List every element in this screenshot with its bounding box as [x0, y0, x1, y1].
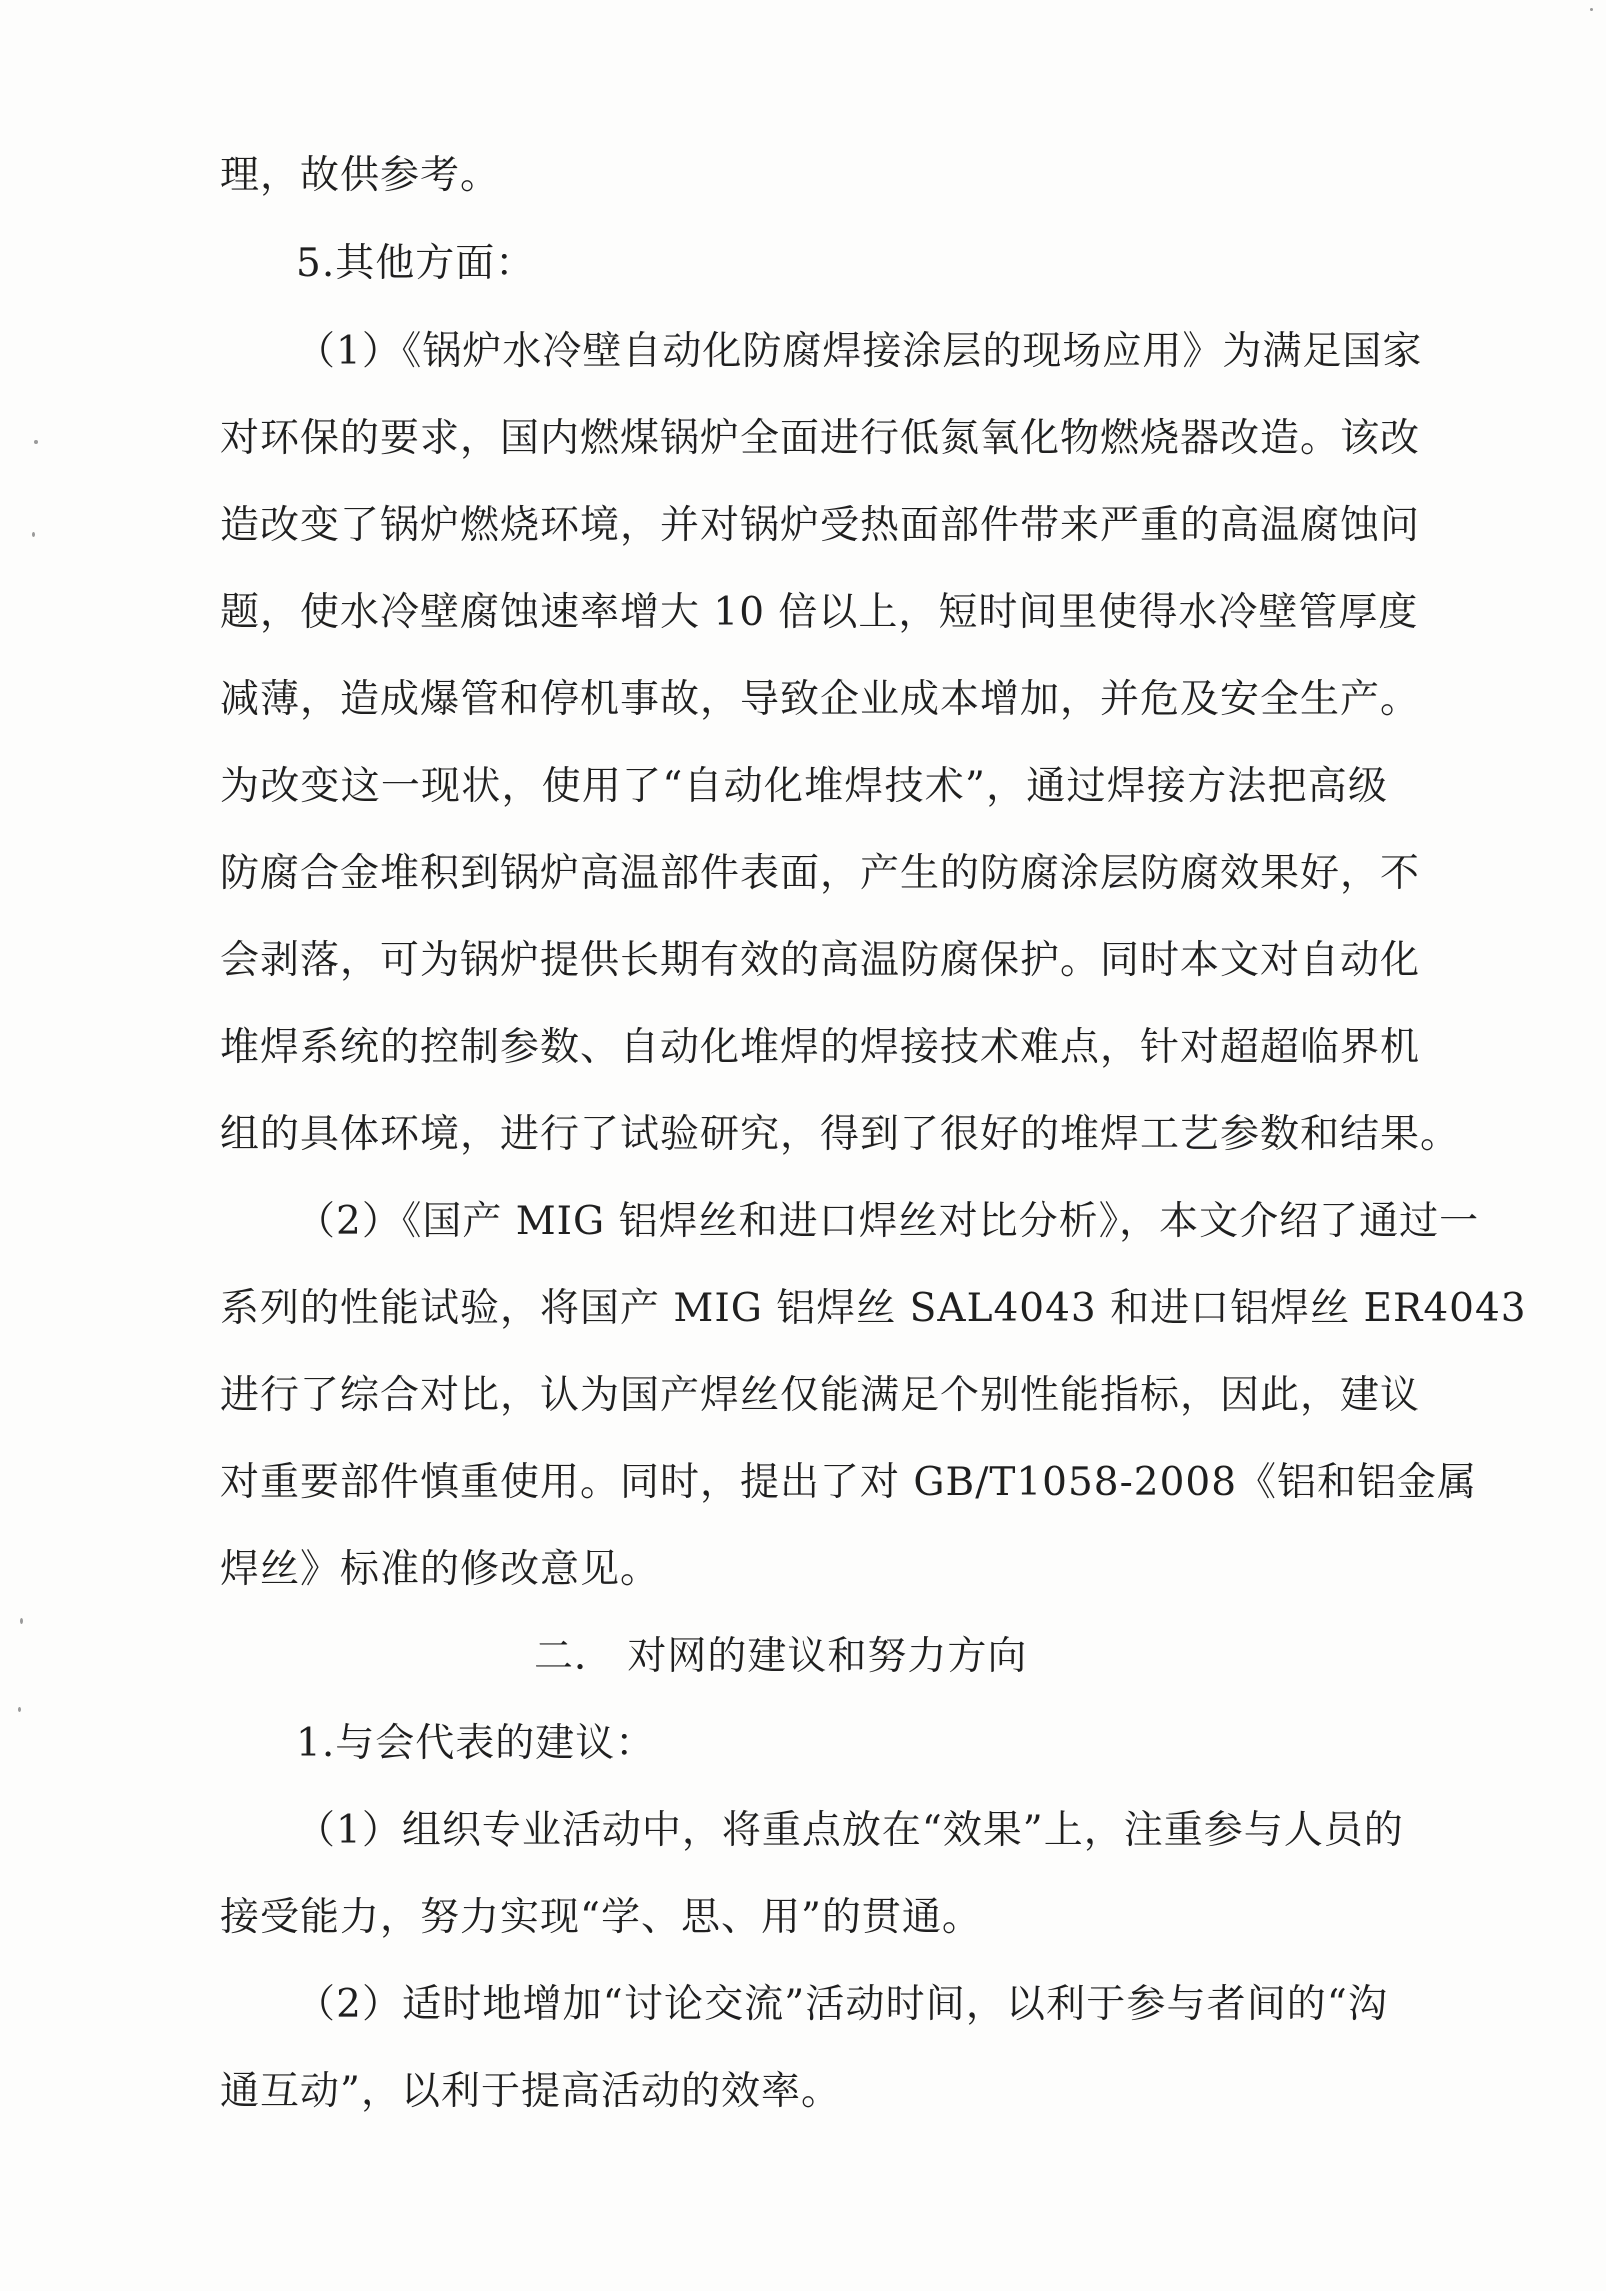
subsection-heading-delegate-suggestions: 1.与会代表的建议： [296, 1721, 656, 1766]
item-1-line-2: 对环保的要求，国内燃煤锅炉全面进行低氮氧化物燃烧器改造。该改 [220, 416, 1421, 461]
item-1-line-7: 防腐合金堆积到锅炉高温部件表面，产生的防腐涂层防腐效果好，不 [220, 851, 1421, 896]
item-2-line-3: 进行了综合对比，认为国产焊丝仅能满足个别性能指标，因此，建议 [220, 1373, 1421, 1418]
item-2-line-1: （2）《国产 MIG 铝焊丝和进口焊丝对比分析》，本文介绍了通过一 [296, 1199, 1480, 1244]
scan-speck [20, 1618, 23, 1624]
item-1-line-8: 会剥落，可为锅炉提供长期有效的高温防腐保护。同时本文对自动化 [220, 938, 1421, 983]
item-1-line-5: 减薄，造成爆管和停机事故，导致企业成本增加，并危及安全生产。 [220, 677, 1421, 722]
item-1-line-4: 题，使水冷壁腐蚀速率增大 10 倍以上，短时间里使得水冷壁管厚度 [220, 590, 1419, 635]
item-2-line-4: 对重要部件慎重使用。同时，提出了对 GB/T1058-2008《铝和铝金属 [220, 1460, 1478, 1505]
scan-speck [1590, 8, 1593, 11]
item-2-line-5: 焊丝》标准的修改意见。 [220, 1547, 661, 1592]
scan-speck [34, 440, 38, 444]
item-1-line-9: 堆焊系统的控制参数、自动化堆焊的焊接技术难点，针对超超临界机 [220, 1025, 1421, 1070]
suggestion-2-line-2: 通互动”，以利于提高活动的效率。 [220, 2069, 841, 2114]
suggestion-1-line-2: 接受能力，努力实现“学、思、用”的贯通。 [220, 1895, 982, 1940]
item-1-line-10: 组的具体环境，进行了试验研究，得到了很好的堆焊工艺参数和结果。 [220, 1112, 1461, 1157]
section-heading-suggestions: 二． 对网的建议和努力方向 [534, 1634, 1028, 1679]
item-2-line-2: 系列的性能试验，将国产 MIG 铝焊丝 SAL4043 和进口铝焊丝 ER4043 [220, 1286, 1527, 1331]
suggestion-2-line-1: （2）适时地增加“讨论交流”活动时间，以利于参与者间的“沟 [296, 1982, 1388, 2027]
paragraph-end-line: 理，故供参考。 [220, 153, 501, 198]
item-1-line-3: 造改变了锅炉燃烧环境，并对锅炉受热面部件带来严重的高温腐蚀问 [220, 503, 1421, 548]
scan-speck [32, 532, 35, 537]
item-1-line-6: 为改变这一现状，使用了“自动化堆焊技术”，通过焊接方法把高级 [220, 764, 1388, 809]
suggestion-1-line-1: （1）组织专业活动中，将重点放在“效果”上，注重参与人员的 [296, 1808, 1404, 1853]
scan-speck [18, 1707, 21, 1712]
section-heading-other-aspects: 5.其他方面： [296, 241, 536, 286]
item-1-line-1: （1）《锅炉水冷壁自动化防腐焊接涂层的现场应用》为满足国家 [296, 329, 1423, 374]
